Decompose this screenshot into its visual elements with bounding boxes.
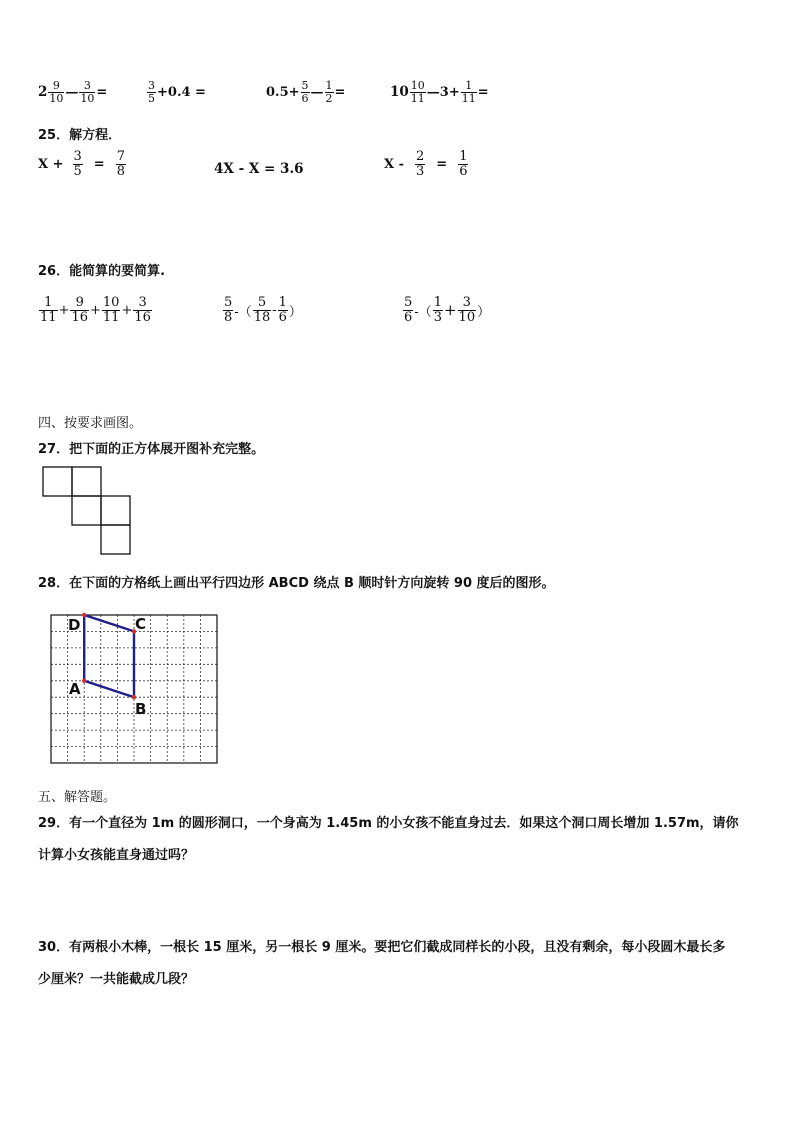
equation-25-2: 4X - X = 3.6	[214, 161, 304, 177]
fraction: $\frac{1}{6}$	[278, 295, 287, 325]
label-d: D	[68, 616, 81, 634]
vertex-b	[132, 695, 136, 699]
question-30-line1: 30．有两根小木棒，一根长 15 厘米，另一根长 9 厘米。要把它们截成同样长的小段，且没有剩余，每小段圆木最长多	[38, 940, 726, 955]
net-square	[101, 525, 130, 554]
fraction: $\frac{1}{11}$	[461, 79, 476, 105]
fraction: $\frac{2}{3}$	[416, 149, 425, 179]
fraction: $\frac{3}{10}$	[80, 79, 95, 105]
fraction: $\frac{1}{3}$	[433, 295, 442, 325]
question-25-title: 25．解方程．	[38, 128, 122, 143]
fraction: $\frac{1}{2}$	[325, 79, 333, 105]
net-square	[72, 496, 101, 525]
fraction: $\frac{5}{8}$	[224, 295, 233, 325]
fraction: $\frac{7}{8}$	[116, 149, 125, 179]
whole-number: 10	[390, 84, 409, 101]
net-square	[43, 467, 72, 496]
expr-24-4: 10 $\frac{10}{11}$ —3+ $\frac{1}{11}$ =	[390, 79, 489, 105]
vertex-a	[82, 679, 86, 683]
equation-25-3: X - $\frac{2}{3}$ = $\frac{1}{6}$	[384, 149, 468, 179]
equation-25-1: X + $\frac{3}{5}$ = $\frac{7}{8}$	[38, 149, 125, 179]
label-c: C	[135, 615, 147, 633]
fraction: $\frac{3}{5}$	[73, 149, 82, 179]
vertex-d	[82, 613, 86, 617]
question-28-title: 28．在下面的方格纸上画出平行四边形 ABCD 绕点 B 顺时针方向旋转 90 度后的图形。	[38, 576, 555, 591]
fraction: $\frac{3}{10}$	[458, 295, 476, 325]
question-26-title: 26．能简算的要简算.	[38, 264, 166, 279]
net-square	[101, 496, 130, 525]
fraction: $\frac{9}{10}$	[49, 79, 64, 105]
fraction: $\frac{3}{5}$	[148, 79, 155, 105]
fraction: $\frac{9}{16}$	[71, 295, 88, 325]
section-4-title: 四、按要求画图。	[38, 416, 143, 431]
expr-26-3: $\frac{5}{6}$ -（ $\frac{1}{3}$ + $\frac{3}{10}$ ）	[404, 295, 491, 325]
expr-24-3: 0.5+ $\frac{5}{6}$ — $\frac{1}{2}$ =	[266, 79, 346, 105]
fraction: $\frac{5}{18}$	[253, 295, 271, 325]
question-30-line2: 少厘米？一共能截成几段？	[38, 972, 195, 987]
label-b: B	[135, 700, 147, 718]
net-square	[72, 467, 101, 496]
question-29-line2: 计算小女孩能直身通过吗？	[38, 848, 195, 863]
fraction: $\frac{10}{11}$	[102, 295, 120, 325]
grid-paper-diagram	[48, 610, 220, 768]
section-5-title: 五、解答题。	[38, 790, 117, 805]
question-27-title: 27．把下面的正方体展开图补充完整。	[38, 442, 265, 457]
parallelogram-abcd	[84, 615, 134, 697]
whole-number: 2	[38, 84, 48, 101]
expr-26-2: $\frac{5}{8}$ -（ $\frac{5}{18}$ - $\frac{1}{6}$ ）	[224, 295, 302, 325]
expr-26-1: $\frac{1}{11}$ + $\frac{9}{16}$ + $\frac{10}{11}$ + $\frac{3}{16}$	[40, 295, 151, 325]
cube-net-diagram	[40, 464, 136, 560]
label-a: A	[69, 680, 81, 698]
fraction: $\frac{1}{6}$	[459, 149, 468, 179]
fraction: $\frac{1}{11}$	[40, 295, 57, 325]
question-29-line1: 29．有一个直径为 1m 的圆形洞口，一个身高为 1.45m 的小女孩不能直身过去．如果这个洞口周长增加 1.57m，请你	[38, 816, 739, 831]
fraction: $\frac{5}{6}$	[404, 295, 413, 325]
fraction: $\frac{3}{16}$	[134, 295, 151, 325]
fraction: $\frac{10}{11}$	[410, 79, 425, 105]
expr-24-2: $\frac{3}{5}$ +0.4 =	[148, 79, 206, 105]
fraction: $\frac{5}{6}$	[301, 79, 309, 105]
expr-24-1: 2 $\frac{9}{10}$ — $\frac{3}{10}$ =	[38, 79, 108, 105]
